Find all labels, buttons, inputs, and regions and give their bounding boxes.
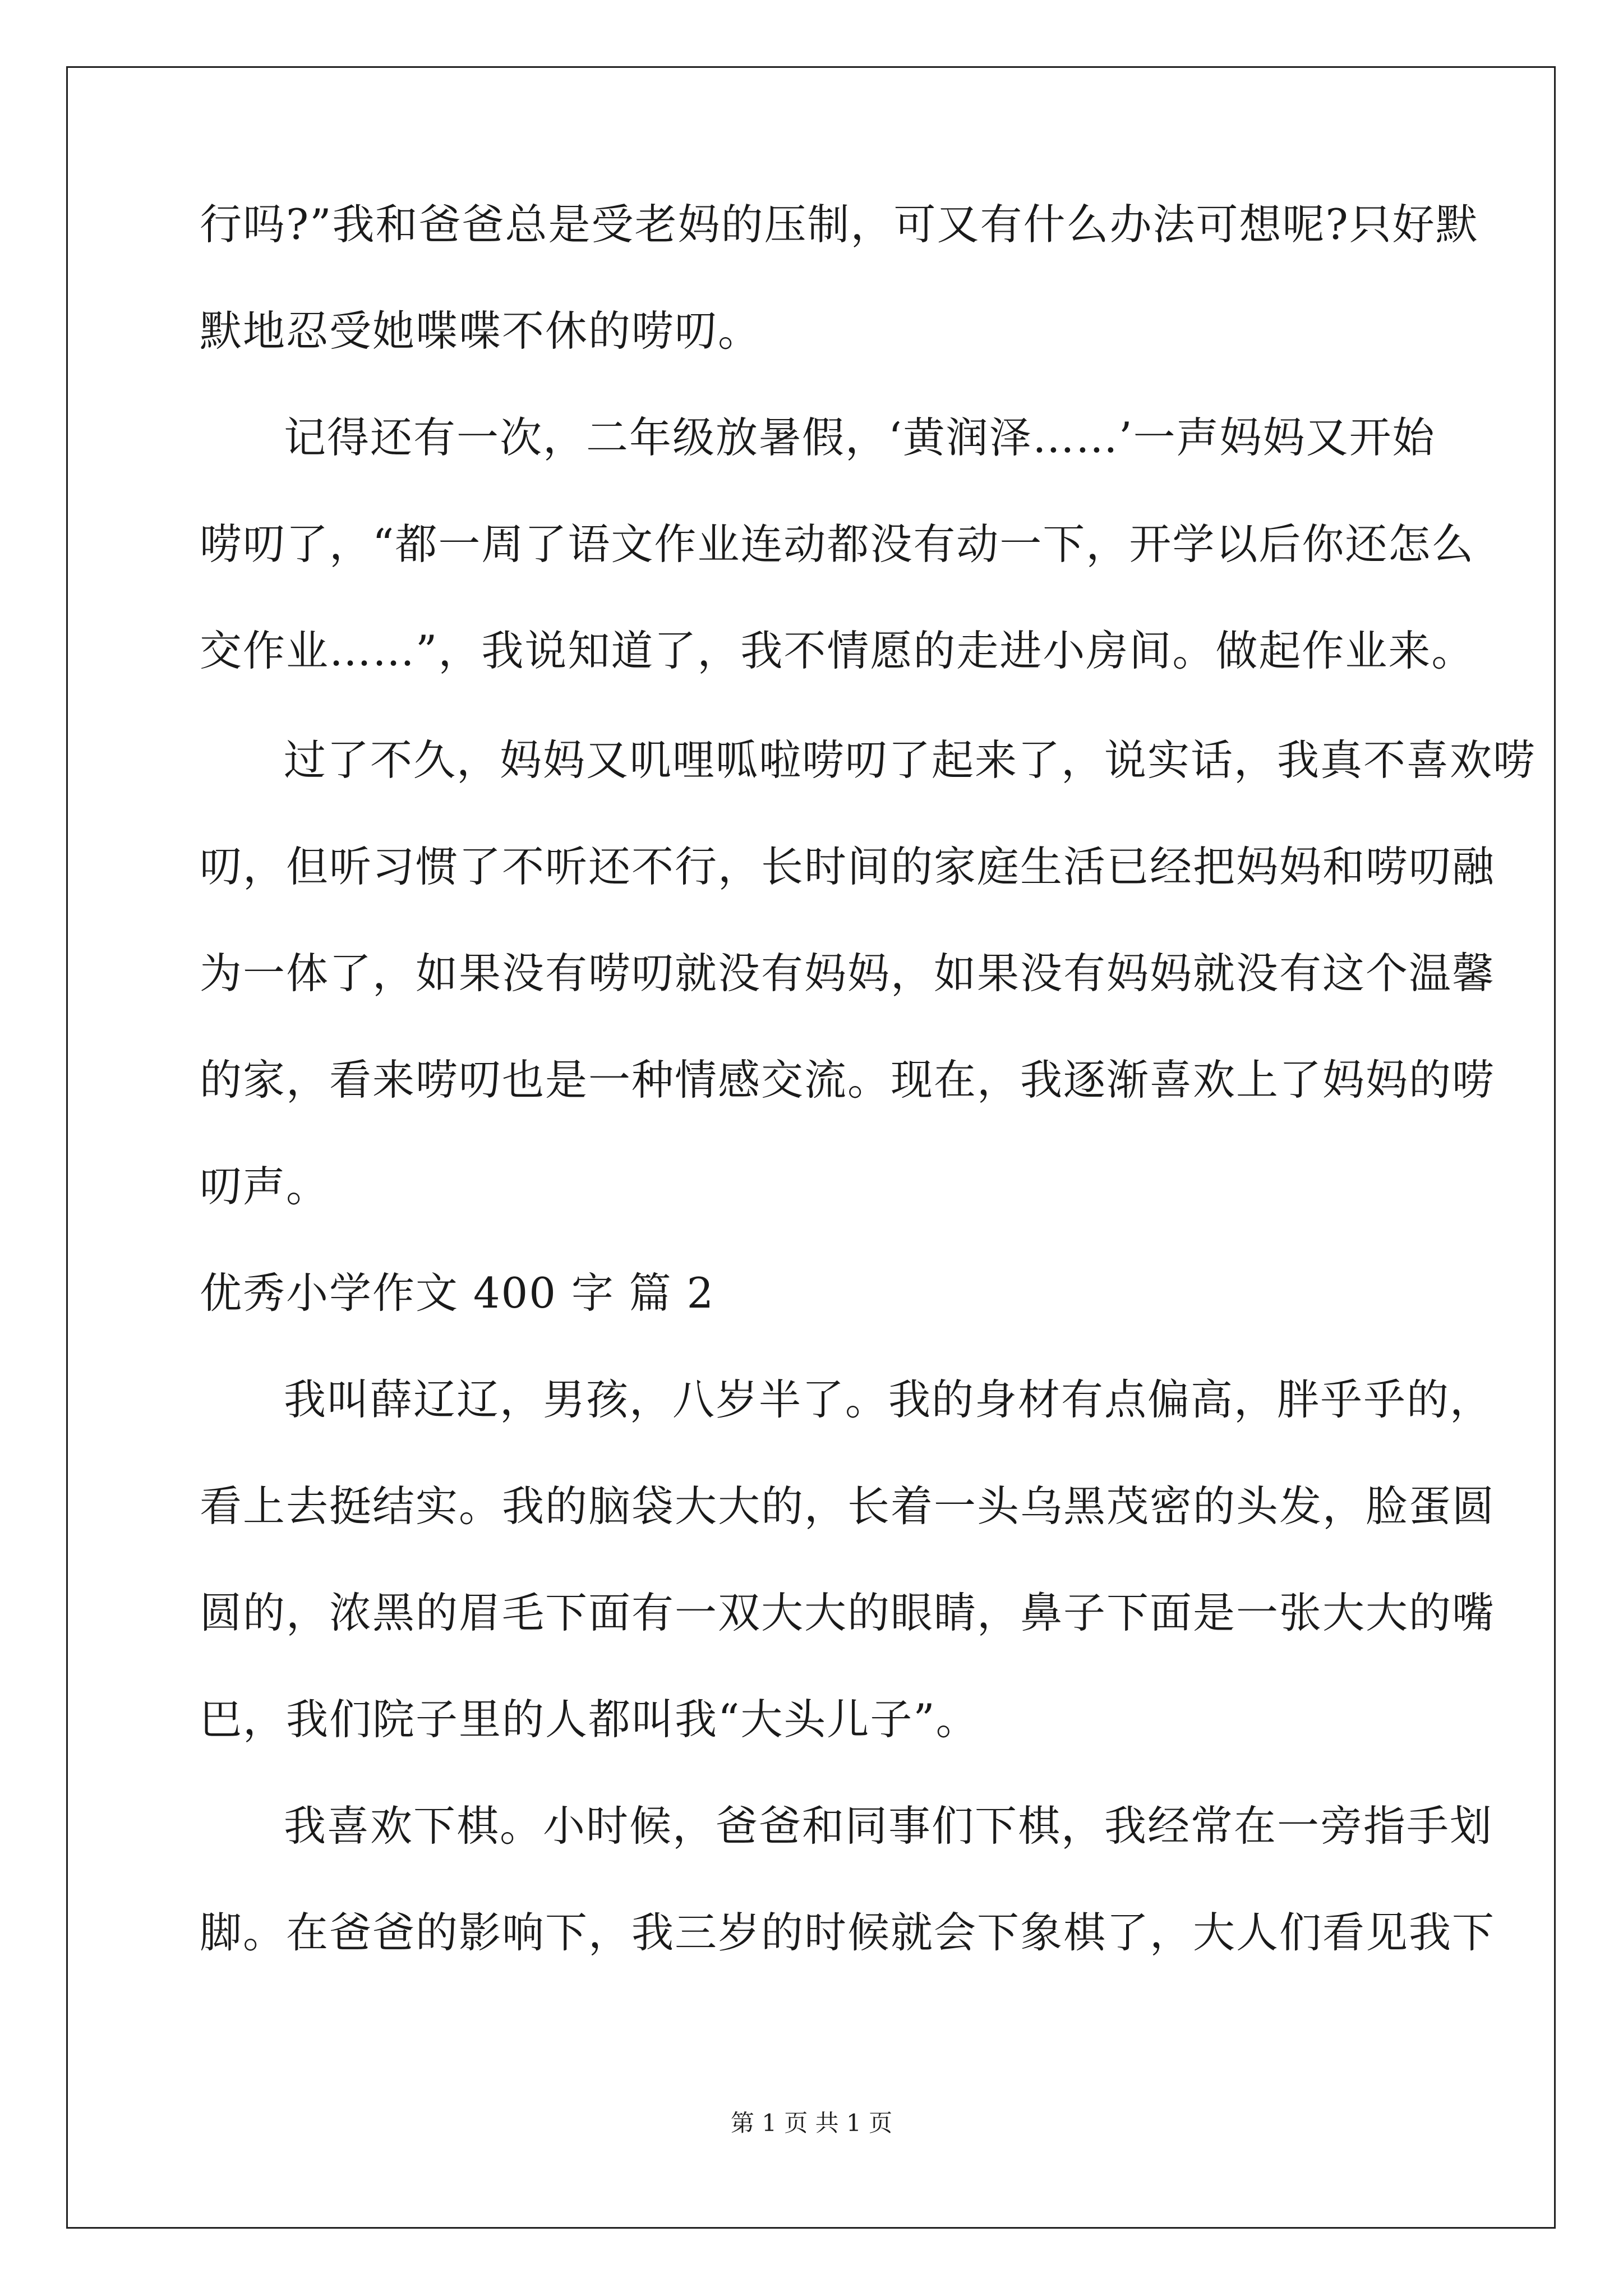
page-number-footer: 第 1 页 共 1 页 bbox=[730, 2109, 893, 2137]
text-line: 的家，看来唠叨也是一种情感交流。现在，我逐渐喜欢上了妈妈的唠 bbox=[200, 1055, 1496, 1105]
text-line: 默地忍受她喋喋不休的唠叨。 bbox=[200, 306, 762, 356]
text-line: 为一体了，如果没有唠叨就没有妈妈，如果没有妈妈就没有这个温馨 bbox=[200, 949, 1496, 998]
text-line: 巴，我们院子里的人都叫我“大头儿子”。 bbox=[200, 1695, 979, 1744]
text-line: 圆的，浓黑的眉毛下面有一双大大的眼睛，鼻子下面是一张大大的嘴 bbox=[200, 1588, 1496, 1637]
text-line: 交作业……”，我说知道了，我不情愿的走进小房间。做起作业来。 bbox=[200, 626, 1475, 675]
paragraph-start-line: 过了不久，妈妈又叽哩呱啦唠叨了起来了，说实话，我真不喜欢唠 bbox=[284, 735, 1537, 785]
text-line: 脚。在爸爸的影响下，我三岁的时候就会下象棋了，大人们看见我下 bbox=[200, 1908, 1496, 1957]
text-line: 唠叨了，“都一周了语文作业连动都没有动一下，开学以后你还怎么 bbox=[200, 519, 1475, 569]
paragraph-start-line: 我叫薛辽辽，男孩，八岁半了。我的身材有点偏高，胖乎乎的， bbox=[284, 1375, 1493, 1424]
text-line: 叨，但听习惯了不听还不行，长时间的家庭生活已经把妈妈和唠叨融 bbox=[200, 842, 1496, 891]
text-line: 叨声。 bbox=[200, 1162, 330, 1211]
text-line: 行吗?”我和爸爸总是受老妈的压制，可又有什么办法可想呢?只好默 bbox=[200, 200, 1479, 249]
text-line: 看上去挺结实。我的脑袋大大的，长着一头乌黑茂密的头发，脸蛋圆 bbox=[200, 1481, 1496, 1531]
paragraph-start-line: 我喜欢下棋。小时候，爸爸和同事们下棋，我经常在一旁指手划 bbox=[284, 1801, 1493, 1851]
section-heading: 优秀小学作文 400 字 篇 2 bbox=[200, 1268, 715, 1318]
paragraph-start-line: 记得还有一次，二年级放暑假，‘黄润泽……’一声妈妈又开始 bbox=[284, 413, 1436, 462]
